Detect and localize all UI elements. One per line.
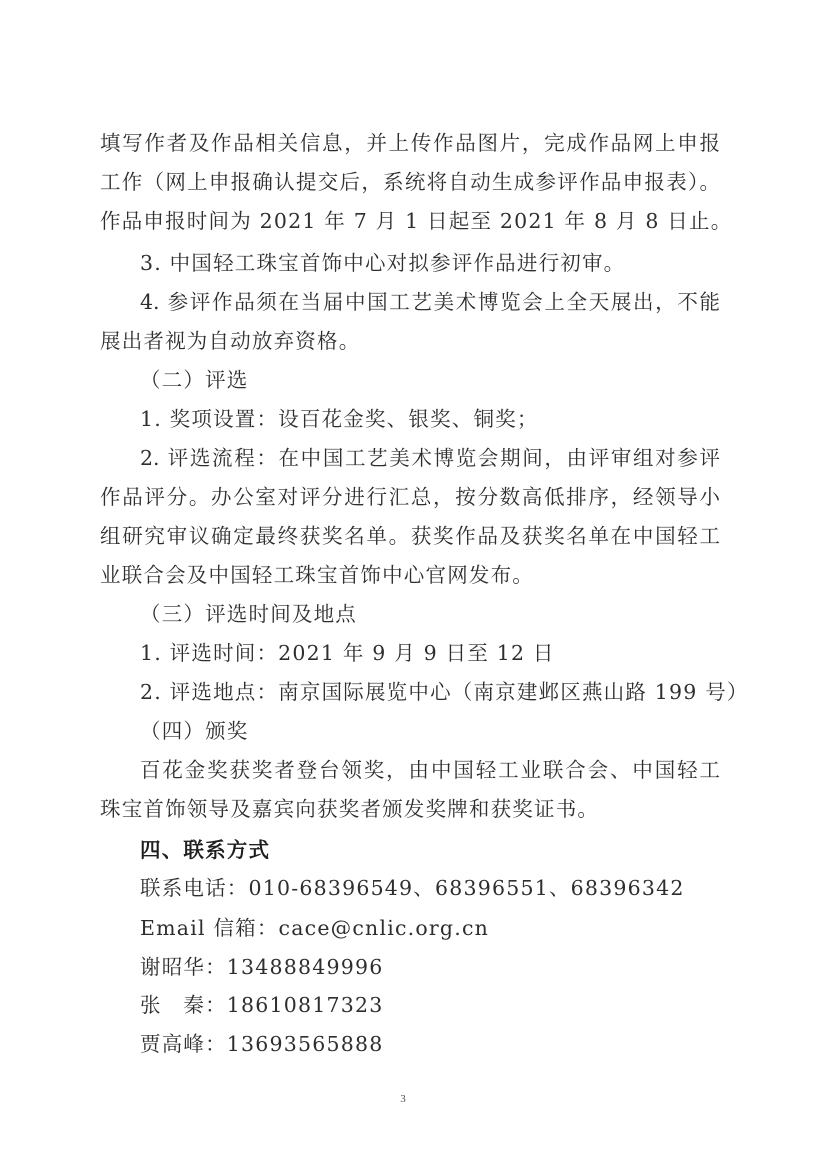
paragraph-line: 百花金奖获奖者登台领奖，由中国轻工业联合会、中国轻工 (140, 758, 720, 782)
section-heading: （二）评选 (140, 368, 249, 392)
paragraph-line: 工作（网上申报确认提交后，系统将自动生成参评作品申报表）。 (100, 170, 720, 194)
list-item: 3. 中国轻工珠宝首饰中心对拟参评作品进行初审。 (140, 251, 626, 275)
paragraph-line: 组研究审议确定最终获奖名单。获奖作品及获奖名单在中国轻工 (100, 524, 720, 548)
contact-heading: 四、联系方式 (140, 838, 271, 862)
contact-phone: 联系电话：010-68396549、68396551、68396342 (140, 876, 685, 900)
paragraph-line: 展出者视为自动放弃资格。 (100, 329, 361, 353)
list-item: 2. 评选流程：在中国工艺美术博览会期间，由评审组对参评 (140, 446, 720, 470)
paragraph-line: 业联合会及中国轻工珠宝首饰中心官网发布。 (100, 563, 534, 587)
contact-email: Email 信箱：cace@cnlic.org.cn (140, 916, 490, 940)
list-item: 1. 评选时间：2021 年 9 月 9 日至 12 日 (140, 641, 555, 665)
contact-person: 张 秦：18610817323 (140, 993, 384, 1017)
paragraph-line: 珠宝首饰领导及嘉宾向获奖者颁发奖牌和获奖证书。 (100, 797, 600, 821)
list-item: 2. 评选地点：南京国际展览中心（南京建邺区燕山路 199 号） (140, 680, 749, 704)
list-item: 4. 参评作品须在当届中国工艺美术博览会上全天展出，不能 (140, 290, 720, 314)
page-number: 3 (400, 1093, 406, 1105)
paragraph-line: 作品评分。办公室对评分进行汇总，按分数高低排序，经领导小 (100, 485, 720, 509)
section-heading: （四）颁奖 (140, 719, 249, 743)
contact-person: 贾高峰：13693565888 (140, 1032, 384, 1056)
section-heading: （三）评选时间及地点 (140, 602, 357, 626)
paragraph-line: 作品申报时间为 2021 年 7 月 1 日起至 2021 年 8 月 8 日止。 (100, 209, 733, 233)
contact-person: 谢昭华：13488849996 (140, 955, 384, 979)
list-item: 1. 奖项设置：设百花金奖、银奖、铜奖； (140, 407, 539, 431)
paragraph-line: 填写作者及作品相关信息，并上传作品图片，完成作品网上申报 (100, 131, 720, 155)
